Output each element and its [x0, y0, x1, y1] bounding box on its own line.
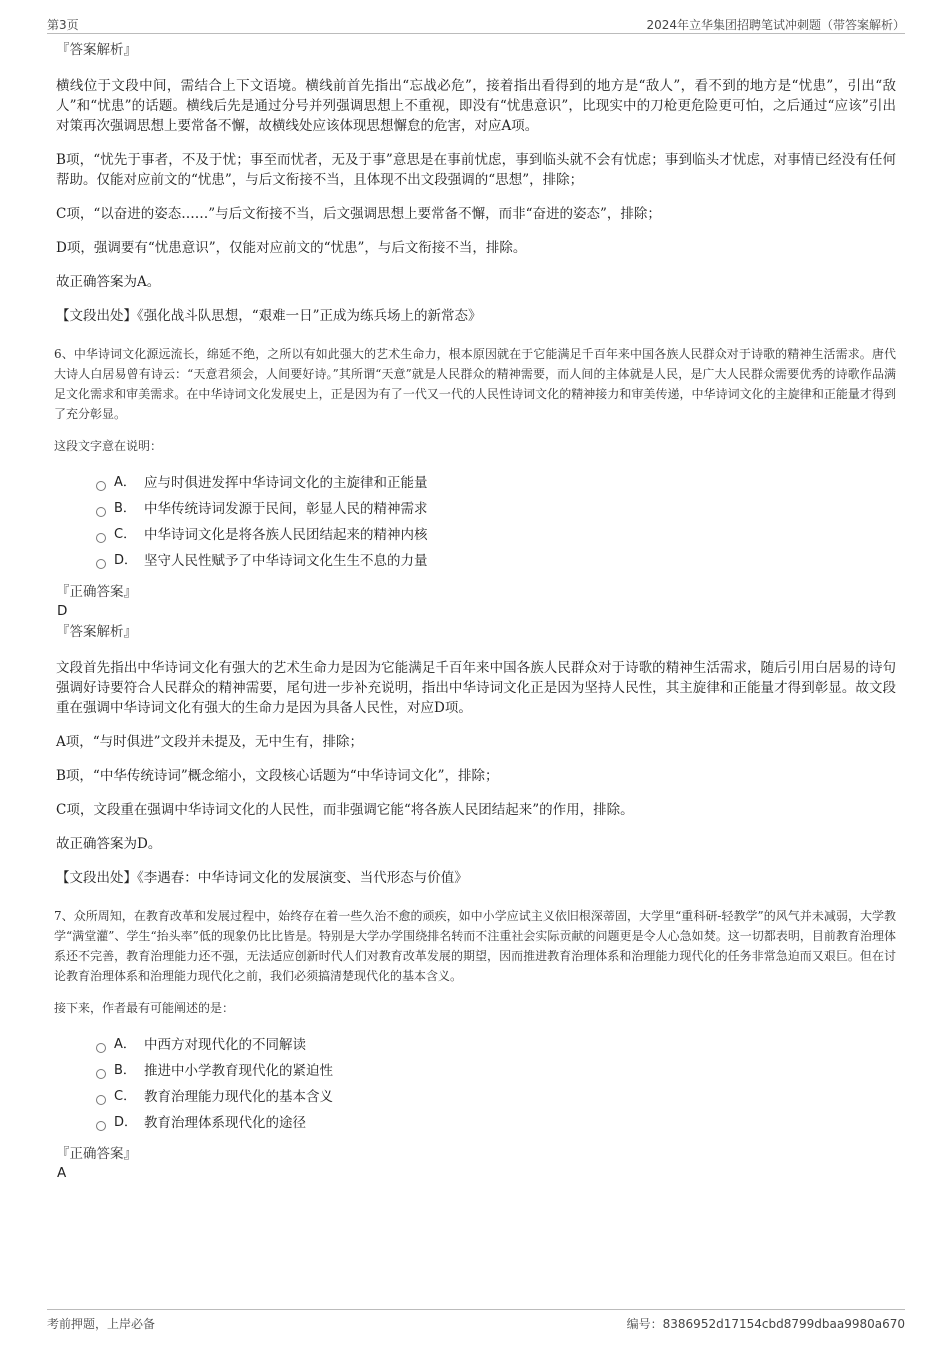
- q6-options: [96, 470, 896, 574]
- option-text: 教育治理体系现代化的途径: [144, 1115, 306, 1131]
- q6-analysis-paragraph: B项，“中华传统诗词”概念缩小，文段核心话题为“中华诗词文化”，排除；: [56, 768, 499, 784]
- radio-icon[interactable]: [96, 1043, 106, 1053]
- q5-analysis-paragraph: 故正确答案为A。: [56, 274, 161, 290]
- q7-option-c[interactable]: [96, 1084, 896, 1110]
- option-text: 中西方对现代化的不同解读: [144, 1037, 306, 1053]
- q5-analysis-paragraph: 横线位于文段中间，需结合上下文语境。横线前首先指出“忘战必危”，接着指出看得到的地方是“敌人”，看不到的地方是“忧患”，引出“敌人”和“忧患”的话题。横线后先是通过分号并列强调思想上不重视，即没有“忧患意识”，比现实中的刀枪更危险更可怕，之后通过“应该”引出对策再次强调思想上要常备不懈，故横线处应该体现思想懈怠的危害，对应A项。: [56, 78, 896, 134]
- radio-icon[interactable]: [96, 533, 106, 543]
- radio-icon[interactable]: [96, 1095, 106, 1105]
- option-letter: C．: [114, 527, 137, 542]
- q6-option-d[interactable]: [96, 548, 896, 574]
- q5-analysis-paragraph: C项，“以奋进的姿态……”与后文衔接不当，后文强调思想上要常备不懈，而非“奋进的姿态”，排除；: [56, 206, 661, 222]
- option-text: 应与时俱进发挥中华诗词文化的主旋律和正能量: [144, 475, 428, 491]
- q7-stem: 7、众所周知，在教育改革和发展过程中，始终存在着一些久治不愈的顽疾，如中小学应试主义依旧根深蒂固，大学里“重科研-轻教学”的风气并未减弱，大学教学“满堂灌”、学生“抬头率”低的现象仍比比皆是。特别是大学办学围绕排名转而不注重社会实际贡献的问题更是令人心急如焚。这一切都表明，目前教育治理体系还不完善，教育治理能力还不强，无法适应创新时代人们对教育改革发展的期望，因而推进教育治理体系和治理能力现代化的任务非常急迫而又艰巨。但在讨论教育治理体系和治理能力现代化之前，我们必须搞清楚现代化的基本含义。: [54, 909, 896, 983]
- q6-analysis-paragraph: C项，文段重在强调中华诗词文化的人民性，而非强调它能“将各族人民团结起来”的作用，排除。: [56, 802, 634, 818]
- option-letter: C．: [114, 1089, 137, 1104]
- q6-option-c[interactable]: [96, 522, 896, 548]
- option-letter: A．: [114, 475, 136, 490]
- option-text: 推进中小学教育现代化的紧迫性: [144, 1063, 333, 1079]
- radio-icon[interactable]: [96, 559, 106, 569]
- q6-source: 【文段出处】《李遇春：中华诗词文化的发展演变、当代形态与价值》: [56, 870, 468, 886]
- option-text: 中华诗词文化是将各族人民团结起来的精神内核: [144, 527, 428, 543]
- page-content: [56, 40, 896, 1184]
- radio-icon[interactable]: [96, 1069, 106, 1079]
- q7-options: [96, 1032, 896, 1136]
- q7-answer-label: 『正确答案』: [56, 1146, 137, 1162]
- document-id: 编号：8386952d17154cbd8799dbaa9980a670: [626, 1317, 905, 1331]
- q7-answer: A: [57, 1165, 67, 1181]
- document-title: 2024年立华集团招聘笔试冲刺题（带答案解析）: [646, 18, 905, 32]
- page-number: 第3页: [47, 18, 79, 32]
- q7-option-b[interactable]: [96, 1058, 896, 1084]
- radio-icon[interactable]: [96, 481, 106, 491]
- option-text: 中华传统诗词发源于民间，彰显人民的精神需求: [144, 501, 428, 517]
- q7-prompt: 接下来，作者最有可能阐述的是：: [54, 1001, 235, 1015]
- q5-analysis-label: 『答案解析』: [56, 42, 137, 58]
- q6-analysis-label: 『答案解析』: [56, 624, 137, 640]
- footer-slogan: 考前押题，上岸必备: [47, 1317, 156, 1331]
- q7-option-d[interactable]: [96, 1110, 896, 1136]
- q5-analysis-paragraph: B项，“忧先于事者，不及于忧；事至而忧者，无及于事”意思是在事前忧虑，事到临头就不会有忧虑；事到临头才忧虑，对事情已经没有任何帮助。仅能对应前文的“忧患”，与后文衔接不当，且体现不出文段强调的“思想”，排除；: [56, 152, 896, 188]
- radio-icon[interactable]: [96, 1121, 106, 1131]
- q7-option-a[interactable]: [96, 1032, 896, 1058]
- q5-source: 【文段出处】《强化战斗队思想，“艰难一日”正成为练兵场上的新常态》: [56, 308, 482, 324]
- q6-answer: D: [57, 603, 68, 619]
- q5-analysis-paragraph: D项，强调要有“忧患意识”，仅能对应前文的“忧患”，与后文衔接不当，排除。: [56, 240, 527, 256]
- q6-stem: 6、中华诗词文化源远流长，绵延不绝，之所以有如此强大的艺术生命力，根本原因就在于它能满足千百年来中国各族人民群众对于诗歌的精神生活需求。唐代大诗人白居易曾有诗云：“天意君须会，人间要好诗。”其所谓“天意”就是人民群众的精神需要，而人间的主体就是人民，是广大人民群众需要优秀的诗歌作品满足文化需求和审美需求。在中华诗词文化发展史上，正是因为有了一代又一代的人民性诗词文化的精神接力和审美传递，中华诗词文化的主旋律和正能量才得到了充分彰显。: [54, 347, 896, 421]
- option-letter: A．: [114, 1037, 136, 1052]
- option-letter: D．: [114, 1115, 138, 1130]
- option-text: 教育治理能力现代化的基本含义: [144, 1089, 333, 1105]
- page-footer: [47, 1309, 905, 1331]
- q6-analysis-paragraph: 故正确答案为D。: [56, 836, 162, 852]
- q6-option-a[interactable]: [96, 470, 896, 496]
- q6-answer-label: 『正确答案』: [56, 584, 137, 600]
- page-header: [47, 14, 905, 34]
- q6-analysis-paragraph: 文段首先指出中华诗词文化有强大的艺术生命力是因为它能满足千百年来中国各族人民群众对于诗歌的精神生活需求，随后引用白居易的诗句强调好诗要符合人民群众的精神需要，尾句进一步补充说明，指出中华诗词文化正是因为坚持人民性，其主旋律和正能量才得到彰显。故文段重在强调中华诗词文化有强大的生命力是因为具备人民性，对应D项。: [56, 660, 896, 716]
- option-letter: D．: [114, 553, 138, 568]
- option-letter: B．: [114, 1063, 136, 1078]
- radio-icon[interactable]: [96, 507, 106, 517]
- q6-analysis-paragraph: A项，“与时俱进”文段并未提及，无中生有，排除；: [56, 734, 364, 750]
- q6-prompt: 这段文字意在说明：: [54, 439, 163, 453]
- option-text: 坚守人民性赋予了中华诗词文化生生不息的力量: [144, 553, 428, 569]
- q6-option-b[interactable]: [96, 496, 896, 522]
- option-letter: B．: [114, 501, 136, 516]
